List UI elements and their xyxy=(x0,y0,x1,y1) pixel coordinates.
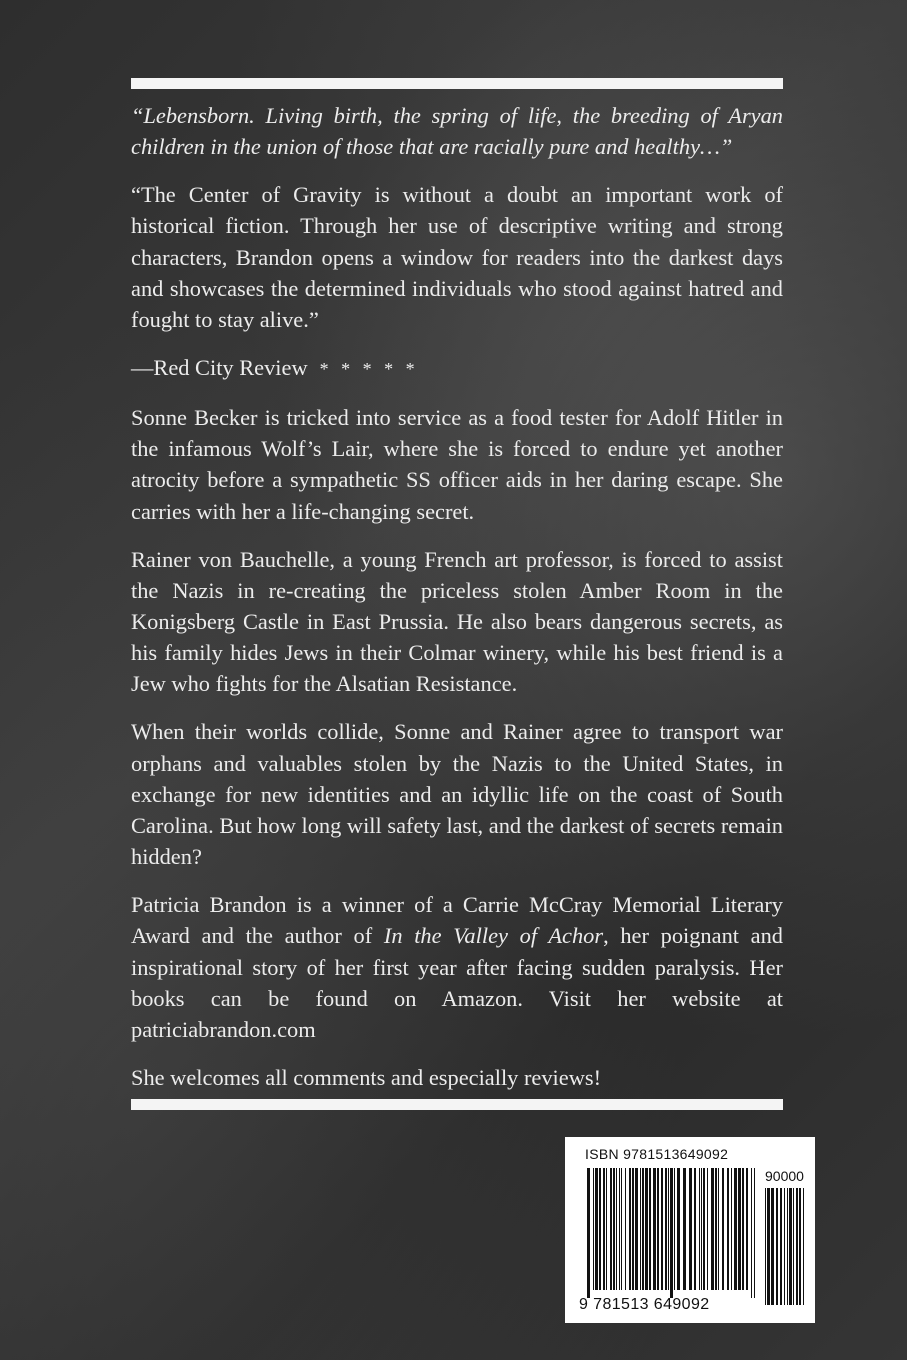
barcode-bar xyxy=(699,1168,700,1290)
barcode-bar xyxy=(738,1168,741,1290)
barcode-bar xyxy=(653,1168,656,1290)
barcode-bar xyxy=(625,1168,626,1290)
barcode-bar xyxy=(593,1168,594,1290)
bottom-divider xyxy=(131,1099,783,1110)
barcode-bar xyxy=(780,1188,782,1305)
barcode-bar xyxy=(640,1168,641,1290)
top-divider xyxy=(131,78,783,89)
isbn-label: ISBN 9781513649092 xyxy=(585,1146,729,1162)
review-attribution xyxy=(131,352,783,385)
barcode-bar xyxy=(642,1168,644,1290)
isbn-barcode xyxy=(565,1137,815,1323)
barcode-bar xyxy=(789,1188,792,1305)
barcode-bar xyxy=(610,1168,612,1290)
back-cover-text xyxy=(131,100,783,1110)
barcode-bar xyxy=(603,1168,605,1290)
barcode-bar xyxy=(677,1168,680,1290)
barcode-bar xyxy=(722,1168,724,1290)
barcode-bar xyxy=(674,1168,675,1290)
author-bio-text-1: Patricia Brandon is a winner of a Carrie McCray Memorial Literary Award and the author of xyxy=(131,892,783,949)
barcode-bar xyxy=(632,1168,634,1290)
barcode-bar xyxy=(587,1168,590,1298)
barcode-bar xyxy=(703,1168,705,1290)
barcode-bar xyxy=(606,1168,607,1290)
barcode-bar xyxy=(715,1168,717,1290)
barcode-bar xyxy=(661,1168,663,1290)
barcode-bar xyxy=(727,1168,729,1290)
barcode-bar xyxy=(765,1188,766,1305)
barcode-bar xyxy=(718,1168,719,1290)
synopsis-paragraph-3: When their worlds collide, Sonne and Rainer agree to transport war orphans and valuables stolen by the Nazis to the United States, in exchange for new identities and an idyllic life on the coast of South Carolina. But how long will safety last, and the darkest of secrets remain hidden? xyxy=(131,719,783,870)
barcode-bar xyxy=(701,1168,702,1290)
barcode-bar xyxy=(689,1168,692,1290)
barcode-bar xyxy=(670,1168,673,1298)
barcode-bar xyxy=(657,1168,659,1290)
closing-line: She welcomes all comments and especially reviews! xyxy=(131,1065,602,1091)
barcode-bar xyxy=(784,1188,785,1305)
barcode-bar xyxy=(799,1188,801,1305)
barcode-bar xyxy=(711,1168,714,1290)
barcode-bar xyxy=(707,1168,708,1290)
barcode-bar xyxy=(668,1168,669,1290)
barcode-digits: 9 781513 649092 xyxy=(579,1296,710,1313)
barcode-bar xyxy=(776,1188,778,1305)
price-code: 90000 xyxy=(765,1168,804,1184)
barcode-bar xyxy=(621,1168,622,1290)
barcode-bar xyxy=(731,1168,732,1290)
barcode-bar xyxy=(751,1168,752,1298)
barcode-bar xyxy=(771,1188,774,1305)
barcode-bar xyxy=(616,1168,617,1290)
barcode-bar xyxy=(754,1168,755,1298)
barcode-bar xyxy=(595,1168,598,1290)
synopsis-paragraph-2: Rainer von Bauchelle, a young French art professor, is forced to assist the Nazis in re-creating the priceless stolen Amber Room in the Konigsberg Castle in East Prussia. He also bears dangerous secrets, as his family hides Jews in their Colmar winery, while his best friend is a Jew who fights for the Alsatian Resistance. xyxy=(131,546,783,697)
review-source: —Red City Review xyxy=(131,355,308,381)
barcode-bar xyxy=(734,1168,737,1290)
barcode-bar xyxy=(599,1168,601,1290)
barcode-bar xyxy=(694,1168,696,1290)
barcode-bar xyxy=(742,1168,744,1290)
barcode-bar xyxy=(629,1168,631,1290)
barcode-bar xyxy=(683,1168,686,1290)
barcode-bar xyxy=(767,1188,770,1305)
synopsis-paragraph-1: Sonne Becker is tricked into service as a food tester for Adolf Hitler in the infamous Wolf’s Lair, where she is forced to endure yet another atrocity before a sympathetic SS officer aids in her daring escape. She carries with her a life-changing secret. xyxy=(131,405,783,524)
barcode-bar xyxy=(787,1188,788,1305)
barcode-bar xyxy=(803,1188,804,1305)
barcode-bar xyxy=(796,1188,798,1305)
barcode-bar xyxy=(619,1168,620,1290)
barcode-bar xyxy=(746,1168,748,1290)
review-quote: “The Center of Gravity is without a doubt an important work of historical fiction. Through her use of descriptive writing and strong characters, Brandon opens a window for readers into the darkest days and showcases the determined individuals who stood against hatred and fought to stay alive.” xyxy=(131,182,783,333)
barcode-bar xyxy=(635,1168,638,1290)
author-book-title: In the Valley of Achor xyxy=(383,923,604,949)
epigraph: “Lebensborn. Living birth, the spring of life, the breeding of Aryan children in the union of those that are racially pure and healthy…” xyxy=(131,103,783,160)
barcode-bar xyxy=(613,1168,615,1290)
author-bio-text-2: , her poignant and inspirational story of her first year after facing sudden paralysis. Her books can be found on Amazon. Visit her website at patriciabrandon.com xyxy=(131,923,783,1043)
barcode-bar xyxy=(649,1168,651,1290)
barcode-bar xyxy=(645,1168,648,1290)
author-bio xyxy=(131,889,783,1045)
addon-barcode-bars xyxy=(765,1188,805,1313)
star-rating: * * * * * xyxy=(319,359,419,380)
barcode-bar xyxy=(793,1188,794,1305)
barcode-bar xyxy=(665,1168,667,1290)
ean-barcode-bars xyxy=(587,1168,755,1298)
